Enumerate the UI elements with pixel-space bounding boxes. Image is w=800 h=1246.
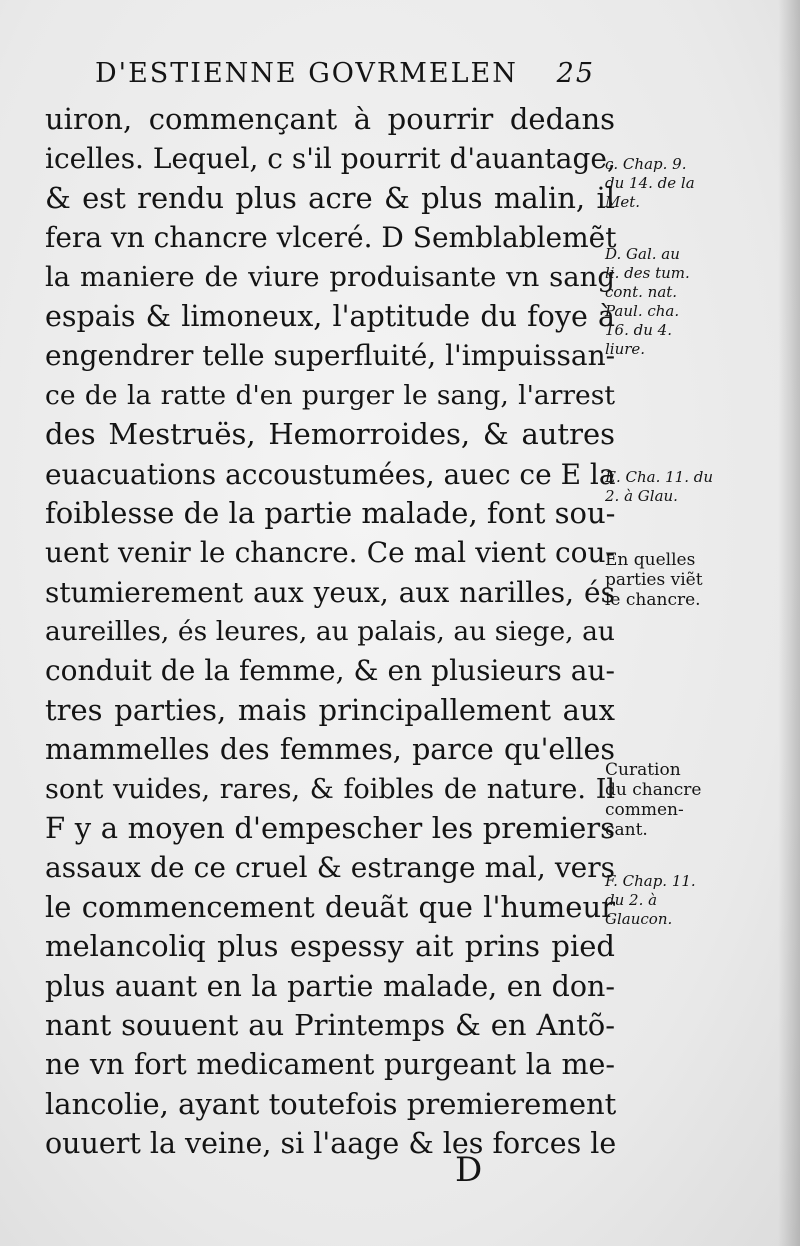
text-line: F y a moyen d'empescher les premiers bbox=[45, 811, 615, 846]
margin-note-line: E. Cha. 11. du bbox=[605, 468, 713, 486]
margin-note-line: commen- bbox=[605, 800, 684, 820]
text-line: uiron, commençant à pourrir dedans bbox=[45, 102, 615, 136]
margin-note-line: 2. à Glau. bbox=[605, 487, 678, 505]
margin-note-line: li. des tum. bbox=[605, 264, 690, 282]
text-line: melancoliq plus espessy ait prins pied bbox=[45, 929, 615, 964]
margin-note-line: liure. bbox=[605, 340, 646, 358]
text-line: sont vuides, rares, & foibles de nature. Il bbox=[45, 773, 615, 805]
margin-note-line: Curation bbox=[605, 760, 681, 780]
margin-note-line: du 2. à bbox=[605, 891, 658, 909]
text-line: plus auant en la partie malade, en don- bbox=[45, 969, 615, 1003]
page-gutter-shadow bbox=[778, 0, 800, 1246]
margin-note-line: Glaucon. bbox=[605, 910, 673, 928]
margin-note-c bbox=[605, 155, 755, 212]
margin-note-line: F. Chap. 11. bbox=[605, 872, 696, 890]
text-line: stumierement aux yeux, aux narilles, és bbox=[45, 575, 615, 609]
signature-mark: D bbox=[455, 1150, 483, 1190]
text-line: fera vn chancre vlceré. D Semblablemẽt bbox=[45, 221, 617, 255]
margin-note-line: En quelles bbox=[605, 550, 696, 570]
margin-note-line: çant. bbox=[605, 820, 648, 840]
text-line: conduit de la femme, & en plusieurs au- bbox=[45, 654, 615, 688]
main-text-block bbox=[45, 100, 615, 1164]
text-line: ne vn fort medicament purgeant la me- bbox=[45, 1048, 615, 1082]
page-number: 25 bbox=[556, 58, 595, 89]
text-line: mammelles des femmes, parce qu'elles bbox=[45, 733, 615, 767]
text-line: foiblesse de la partie malade, font sou- bbox=[45, 495, 616, 530]
margin-note-line: du 14. de la bbox=[605, 174, 695, 192]
text-line: ce de la ratte d'en purger le sang, l'arrest bbox=[45, 379, 615, 411]
text-line: engendrer telle superfluité, l'impuissan- bbox=[45, 339, 616, 373]
text-line: icelles. Lequel, c s'il pourrit d'auantage, bbox=[45, 142, 616, 176]
margin-note-line: D. Gal. au bbox=[605, 245, 680, 263]
text-line: aureilles, és leures, au palais, au siege, au bbox=[45, 616, 615, 648]
margin-note-curation bbox=[605, 760, 755, 840]
margin-note-e bbox=[605, 468, 755, 506]
margin-note-line: parties viẽt bbox=[605, 570, 703, 590]
text-line: des Mestruës, Hemorroides, & autres bbox=[45, 417, 615, 452]
text-line: lancolie, ayant toutefois premierement bbox=[45, 1086, 617, 1121]
margin-note-line: Paul. cha. bbox=[605, 302, 680, 320]
margin-note-d bbox=[605, 245, 755, 359]
margin-note-line: 16. du 4. bbox=[605, 321, 672, 339]
margin-note-line: c. Chap. 9. bbox=[605, 155, 687, 173]
text-line: tres parties, mais principallement aux bbox=[45, 692, 615, 727]
margin-note-parties bbox=[605, 550, 755, 610]
margin-note-line: le chancre. bbox=[605, 590, 701, 610]
margin-note-line: Met. bbox=[605, 193, 641, 211]
text-line: & est rendu plus acre & plus malin, il bbox=[45, 180, 615, 215]
text-line: euacuations accoustumées, auec ce E la bbox=[45, 457, 616, 491]
text-line: la maniere de viure produisante vn sang bbox=[45, 260, 615, 293]
running-title: D'ESTIENNE GOVRMELEN bbox=[95, 58, 518, 89]
text-line: nant souuent au Printemps & en Antõ- bbox=[45, 1007, 615, 1042]
margin-note-line: cont. nat. bbox=[605, 283, 678, 301]
text-line: le commencement deuãt que l'humeur bbox=[45, 889, 615, 924]
text-line: assaux de ce cruel & estrange mal, vers bbox=[45, 851, 615, 885]
text-line: espais & limoneux, l'aptitude du foye à bbox=[45, 299, 615, 333]
margin-note-f bbox=[605, 872, 755, 929]
page-header bbox=[95, 52, 595, 100]
margin-note-line: du chancre bbox=[605, 780, 702, 800]
text-line: uent venir le chancre. Ce mal vient cou- bbox=[45, 536, 615, 570]
text-line: ouuert la veine, si l'aage & les forces le bbox=[45, 1127, 617, 1161]
